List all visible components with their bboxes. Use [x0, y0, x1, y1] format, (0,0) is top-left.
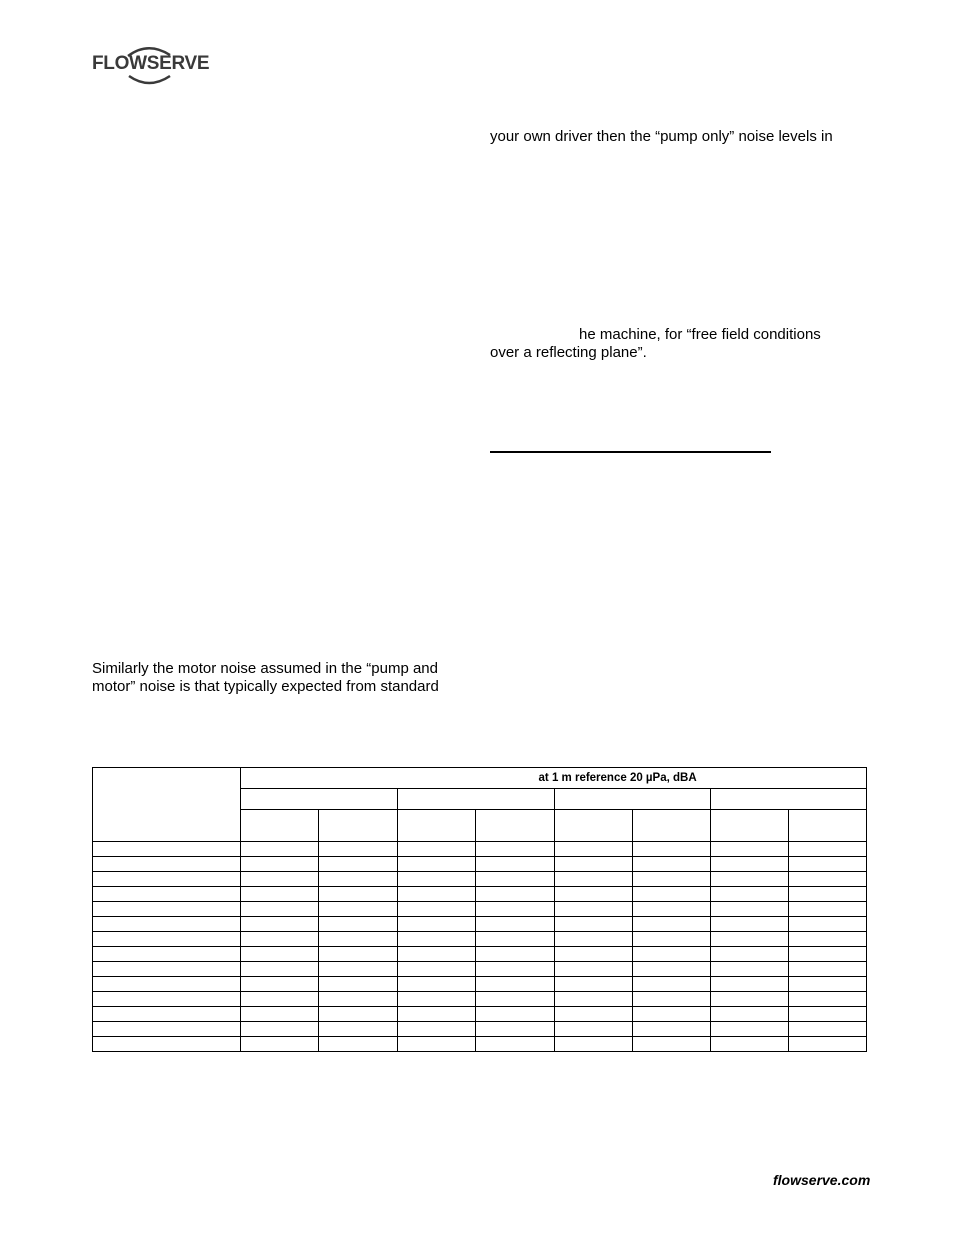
- table-subheader-cell: [554, 810, 632, 842]
- table-cell: [554, 872, 632, 887]
- table-cell: [476, 932, 554, 947]
- table-cell: [93, 857, 241, 872]
- table-cell: [319, 932, 398, 947]
- table-row: [93, 872, 867, 887]
- table-cell: [710, 842, 788, 857]
- table-cell: [632, 887, 710, 902]
- table-cell: [398, 977, 476, 992]
- table-cell: [632, 1022, 710, 1037]
- table-cell: [241, 872, 319, 887]
- table-cell: [632, 902, 710, 917]
- table-cell: [632, 1007, 710, 1022]
- table-cell: [241, 962, 319, 977]
- table-cell: [632, 1037, 710, 1052]
- table-cell: [241, 917, 319, 932]
- table-cell: [710, 1007, 788, 1022]
- table-cell: [788, 857, 866, 872]
- table-cell: [788, 872, 866, 887]
- table-cell: [788, 887, 866, 902]
- table-cell: [476, 887, 554, 902]
- table-row: [93, 962, 867, 977]
- table-cell: [554, 947, 632, 962]
- table-cell: [710, 977, 788, 992]
- table-cell: [788, 947, 866, 962]
- table-subheader-cell: [319, 810, 398, 842]
- table-cell: [632, 947, 710, 962]
- table-cell: [632, 992, 710, 1007]
- table-cell: [710, 1022, 788, 1037]
- table-cell: [241, 992, 319, 1007]
- table-cell: [632, 842, 710, 857]
- table-cell: [476, 1037, 554, 1052]
- table-cell: [398, 1037, 476, 1052]
- table-cell: [554, 932, 632, 947]
- table-cell: [476, 857, 554, 872]
- table-cell: [632, 857, 710, 872]
- table-cell: [319, 1022, 398, 1037]
- table-row: [93, 1037, 867, 1052]
- table-cell: [632, 977, 710, 992]
- table-cell: [241, 902, 319, 917]
- table-subheader-cell: [632, 810, 710, 842]
- table-row: [93, 977, 867, 992]
- table-cell: [398, 872, 476, 887]
- table-cell: [554, 1022, 632, 1037]
- table-cell: [554, 992, 632, 1007]
- table-cell: [788, 977, 866, 992]
- table-cell: [241, 1007, 319, 1022]
- table-cell: [788, 962, 866, 977]
- table-cell: [788, 1007, 866, 1022]
- table-cell: [788, 992, 866, 1007]
- table-cell: [398, 947, 476, 962]
- table-cell: [632, 932, 710, 947]
- table-cell: [710, 932, 788, 947]
- table-cell: [710, 962, 788, 977]
- table-corner-cell: [93, 768, 241, 842]
- table-subheader-cell: [476, 810, 554, 842]
- table-row: [93, 887, 867, 902]
- table-cell: [554, 857, 632, 872]
- table-cell: [241, 1022, 319, 1037]
- table-cell: [476, 977, 554, 992]
- table-cell: [398, 962, 476, 977]
- table-cell: [476, 917, 554, 932]
- table-cell: [476, 1022, 554, 1037]
- table-cell: [554, 842, 632, 857]
- table-cell: [710, 872, 788, 887]
- table-group-cell: [398, 789, 554, 810]
- table-header-row: [93, 768, 867, 789]
- logo-swoosh-icon: [92, 42, 210, 88]
- table-cell: [319, 1007, 398, 1022]
- noise-level-table: [92, 767, 867, 1052]
- table-cell: [632, 872, 710, 887]
- right-text-line-2a: he machine, for “free field conditions: [579, 326, 821, 343]
- table-row: [93, 902, 867, 917]
- table-cell: [319, 1037, 398, 1052]
- table-cell: [241, 947, 319, 962]
- table-header-title-text: at 1 m reference 20 µPa, dBA: [538, 772, 697, 784]
- table-group-cell: [710, 789, 866, 810]
- footer-website: flowserve.com: [773, 1172, 871, 1188]
- table-cell: [788, 1037, 866, 1052]
- table-cell: [788, 932, 866, 947]
- table-cell: [398, 932, 476, 947]
- table-row: [93, 1007, 867, 1022]
- table-row: [93, 992, 867, 1007]
- table-cell: [319, 962, 398, 977]
- table-cell: [93, 872, 241, 887]
- table-cell: [476, 947, 554, 962]
- table-cell: [398, 992, 476, 1007]
- table-cell: [710, 992, 788, 1007]
- table-cell: [93, 887, 241, 902]
- table-cell: [554, 977, 632, 992]
- table-cell: [93, 1037, 241, 1052]
- table-cell: [319, 947, 398, 962]
- table-cell: [319, 842, 398, 857]
- table-cell: [398, 1022, 476, 1037]
- table-cell: [319, 977, 398, 992]
- table-cell: [398, 917, 476, 932]
- table-row: [93, 947, 867, 962]
- table-cell: [319, 872, 398, 887]
- table-cell: [319, 857, 398, 872]
- table-cell: [319, 992, 398, 1007]
- table-cell: [398, 842, 476, 857]
- table-cell: [93, 932, 241, 947]
- table-cell: [710, 947, 788, 962]
- table-cell: [554, 1037, 632, 1052]
- table-cell: [476, 872, 554, 887]
- table-group-cell: [554, 789, 710, 810]
- right-text-line-2b: over a reflecting plane”.: [490, 344, 647, 361]
- table-cell: [241, 932, 319, 947]
- table-cell: [554, 1007, 632, 1022]
- table-cell: [788, 1022, 866, 1037]
- table-cell: [398, 902, 476, 917]
- table-cell: [319, 887, 398, 902]
- logo-wordmark: FLOWSERVE: [92, 53, 210, 74]
- table-cell: [93, 947, 241, 962]
- table-cell: [632, 917, 710, 932]
- table-subheader-cell: [398, 810, 476, 842]
- left-text-line-1: Similarly the motor noise assumed in the “pump and: [92, 660, 438, 677]
- table-cell: [476, 842, 554, 857]
- table-cell: [241, 857, 319, 872]
- table-row: [93, 1022, 867, 1037]
- table-cell: [241, 842, 319, 857]
- table-cell: [554, 917, 632, 932]
- table-cell: [632, 962, 710, 977]
- left-text-line-2: motor” noise is that typically expected from standard: [92, 678, 439, 695]
- table-row: [93, 857, 867, 872]
- section-underline: [490, 451, 771, 453]
- table-cell: [788, 902, 866, 917]
- right-text-line-1: your own driver then the “pump only” noise levels in: [490, 128, 833, 145]
- table-cell: [319, 917, 398, 932]
- table-cell: [476, 902, 554, 917]
- table-cell: [93, 977, 241, 992]
- table-subheader-cell: [788, 810, 866, 842]
- table-cell: [398, 887, 476, 902]
- table-cell: [93, 992, 241, 1007]
- table-cell: [93, 902, 241, 917]
- table-cell: [93, 842, 241, 857]
- table-cell: [93, 962, 241, 977]
- table-header-title: [241, 768, 867, 789]
- table-cell: [788, 917, 866, 932]
- table-subheader-cell: [241, 810, 319, 842]
- table-cell: [710, 1037, 788, 1052]
- table-cell: [93, 917, 241, 932]
- table-row: [93, 842, 867, 857]
- table-cell: [398, 857, 476, 872]
- table-cell: [241, 977, 319, 992]
- table-cell: [554, 887, 632, 902]
- table-group-cell: [241, 789, 398, 810]
- table-subheader-cell: [710, 810, 788, 842]
- table-cell: [476, 1007, 554, 1022]
- table-cell: [241, 1037, 319, 1052]
- table-cell: [710, 887, 788, 902]
- table-cell: [476, 992, 554, 1007]
- table-cell: [554, 962, 632, 977]
- table-cell: [93, 1022, 241, 1037]
- table-cell: [710, 902, 788, 917]
- table-cell: [554, 902, 632, 917]
- flowserve-logo: [92, 42, 210, 88]
- table-cell: [788, 842, 866, 857]
- table-cell: [710, 917, 788, 932]
- table-row: [93, 932, 867, 947]
- table-row: [93, 917, 867, 932]
- table-cell: [398, 1007, 476, 1022]
- table-cell: [476, 962, 554, 977]
- table-cell: [319, 902, 398, 917]
- table-cell: [710, 857, 788, 872]
- table-cell: [93, 1007, 241, 1022]
- table-cell: [241, 887, 319, 902]
